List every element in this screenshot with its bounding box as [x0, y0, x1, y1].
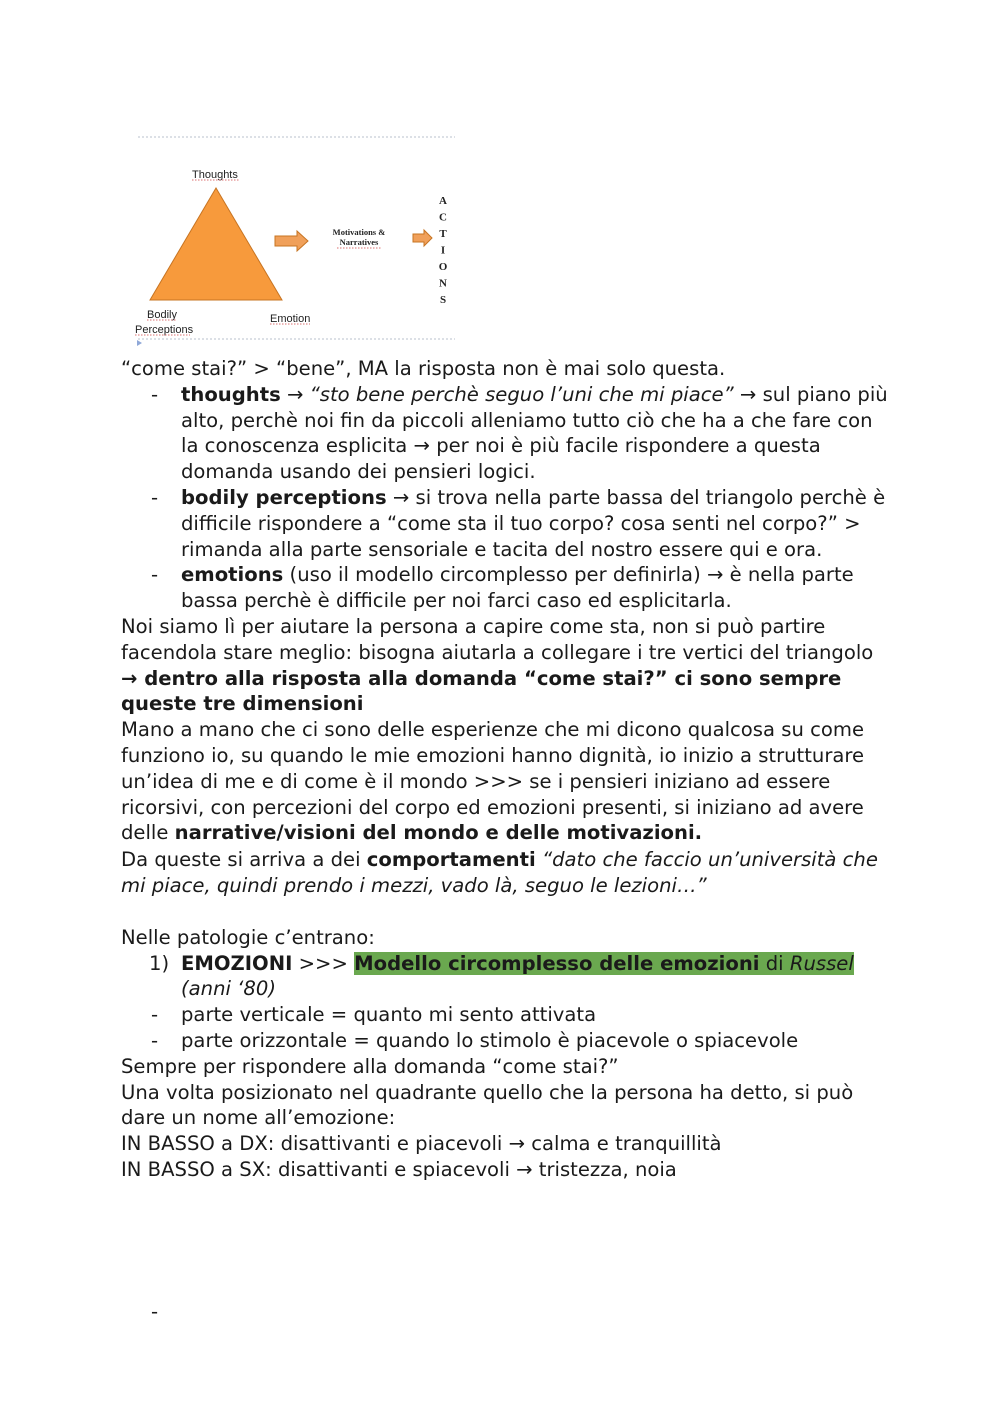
arrow-to-motivations — [275, 231, 308, 251]
highlight-modello-circomplesso: Modello circomplesso delle emozioni di Russel — [354, 951, 854, 975]
label-motivations: Motivations & — [332, 227, 386, 237]
empty-list-dash: - — [151, 1300, 159, 1323]
label-narratives: Narratives — [339, 237, 379, 247]
label-emotion: Emotion — [270, 313, 311, 325]
label-bodily: Bodily — [147, 309, 177, 321]
actions-letter: O — [438, 261, 448, 273]
actions-letter: C — [439, 211, 447, 224]
bullet-parte-verticale: - parte verticale = quanto mi sento attivata — [151, 1003, 597, 1027]
term-emozioni: EMOZIONI — [181, 951, 293, 975]
paragraph-sempre: Sempre per rispondere alla domanda “come stai?” — [121, 1054, 619, 1078]
numbered-item-emozioni: 1) EMOZIONI >>> Modello circomplesso delle emozioni di Russel (anni ‘80) — [149, 951, 854, 1001]
dash-marker: - — [151, 382, 159, 406]
dash-marker: - — [151, 563, 159, 587]
actions-letter: T — [439, 228, 447, 240]
paragraph-una-volta: Una volta posizionato nel quadrante quello che la persona ha detto, si può dare un nome all’emozione: — [121, 1080, 854, 1130]
line-in-basso-dx: IN BASSO a DX: disattivanti e piacevoli → calma e tranquillità — [121, 1132, 722, 1156]
bullet-thoughts: - thoughts → “sto bene perchè seguo l’uni che mi piace” → sul piano più alto, perchè noi fin da piccoli alleniamo tutto ciò che ha a che fare con la conoscenza esplicita → per noi è più facile rispondere a questa domanda usando dei pensieri logici. — [151, 382, 888, 484]
actions-letter: S — [439, 294, 447, 306]
paragraph-patologie: Nelle patologie c’entrano: — [121, 925, 375, 949]
bullet-parte-orizzontale: - parte orizzontale = quando lo stimolo è piacevole o spiacevole — [151, 1028, 799, 1052]
number-marker: 1) — [149, 951, 170, 975]
arrow-to-actions — [413, 230, 432, 246]
label-thoughts: Thoughts — [192, 169, 238, 181]
dash-marker: - — [151, 1028, 159, 1052]
paragraph-dentro-alla-risposta: → dentro alla risposta alla domanda “come stai?” ci sono sempre queste tre dimensioni — [121, 666, 842, 716]
term-bodily-perceptions: bodily perceptions — [181, 485, 387, 509]
quote-thoughts: “sto bene perchè seguo l’uni che mi piace” — [309, 382, 734, 406]
label-perceptions: Perceptions — [135, 324, 194, 336]
triangle-diagram — [133, 134, 463, 350]
bullet-bodily-perceptions: - bodily perceptions → si trova nella parte bassa del triangolo perchè è difficile rispondere a “come sta il tuo corpo? cosa senti nel corpo?” > rimanda alla parte sensoriale e tacita del nostro essere qui e ora. — [151, 485, 886, 561]
paragraph-comportamenti: Da queste si arriva a dei comportamenti “dato che faccio un’università che mi piace, quindi prendo i mezzi, vado là, seguo le lezioni…” — [121, 848, 878, 897]
notes-body — [121, 356, 891, 1183]
dash-marker: - — [151, 1003, 159, 1027]
actions-letter: I — [440, 244, 446, 257]
dash-marker: - — [151, 485, 159, 509]
term-thoughts: thoughts — [181, 382, 281, 406]
paragraph-noi-siamo: Noi siamo lì per aiutare la persona a capire come sta, non si può partire facendola stare meglio: bisogna aiutarla a collegare i tre vertici del triangolo — [121, 614, 874, 664]
triangle-shape — [150, 188, 282, 300]
bullet-emotions: - emotions (uso il modello circomplesso per definirla) → è nella parte bassa perchè è difficile per noi farci caso ed esplicitarla. — [151, 563, 854, 613]
actions-letter: N — [439, 277, 447, 290]
paragraph-mano-a-mano: Mano a mano che ci sono delle esperienze che mi dicono qualcosa su come funziono io, su quando le mie emozioni hanno dignità, io inizio a strutturare un’idea di me e di come è il mondo >>> se i pensieri iniziano ad essere ricorsivi, con percezioni del corpo ed emozioni presenti, si iniziano ad avere delle narrative/visioni del mondo e delle motivazioni. — [121, 718, 865, 845]
intro-line: “come stai?” > “bene”, MA la risposta non è mai solo questa. — [121, 357, 726, 380]
label-actions — [439, 195, 448, 306]
actions-letter: A — [439, 195, 447, 207]
line-in-basso-sx: IN BASSO a SX: disattivanti e spiacevoli → tristezza, noia — [121, 1157, 677, 1181]
term-emotions: emotions — [181, 563, 284, 587]
small-triangle-marker — [137, 340, 142, 346]
